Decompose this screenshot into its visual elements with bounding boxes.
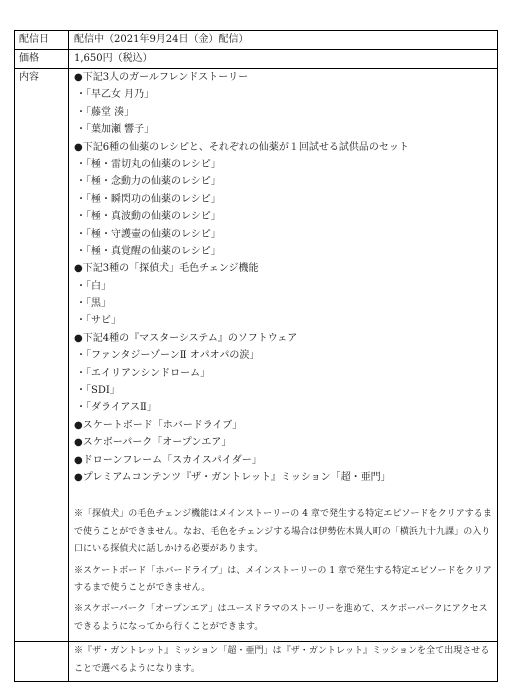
price-label: 価格 bbox=[15, 50, 69, 69]
release-date-label: 配信日 bbox=[15, 31, 69, 50]
price-value: 1,650円（税込） bbox=[69, 50, 498, 69]
list-item: ・「黒」 bbox=[76, 298, 111, 310]
content-heading: ●下記3種の「探偵犬」毛色チェンジ機能 bbox=[74, 263, 259, 275]
list-item: ・「ファンタジーゾーンⅡ オパオパの涙」 bbox=[76, 350, 260, 362]
release-date-value: 配信中（2021年9月24日（金）配信） bbox=[69, 31, 498, 50]
table-row-release-date bbox=[15, 31, 498, 50]
list-item: ・「SDI」 bbox=[76, 385, 120, 397]
product-spec-table bbox=[14, 30, 498, 682]
gauntlet-note-cell bbox=[69, 642, 498, 682]
content-heading: ●スケボーパーク「オープンエア」 bbox=[74, 437, 232, 449]
list-item: ・「極・真覚醒の仙薬のレシピ」 bbox=[76, 245, 221, 257]
list-item: ・「白」 bbox=[76, 280, 111, 292]
note-open-air: ※スケボーパーク「オープンエア」はユースドラマのストーリーを進めて、スケボーパークにアクセスできるようになってから行くことができます。 bbox=[74, 604, 488, 632]
list-item: ・「極・念動力の仙薬のレシピ」 bbox=[76, 176, 221, 188]
table-row-price bbox=[15, 50, 498, 69]
list-item: ・「葉加瀬 響子」 bbox=[76, 124, 155, 136]
list-item: ・「極・真波動の仙薬のレシピ」 bbox=[76, 211, 221, 223]
list-item: ・「極・守護壷の仙薬のレシピ」 bbox=[76, 228, 221, 240]
content-heading: ●スケートボード「ホバードライブ」 bbox=[74, 419, 243, 431]
contents-label: 内容 bbox=[15, 69, 69, 642]
empty-label bbox=[15, 642, 69, 682]
list-item: ・「サビ」 bbox=[76, 315, 121, 327]
table-row-contents bbox=[15, 69, 498, 642]
table-row-gauntlet-note bbox=[15, 642, 498, 682]
spacer bbox=[74, 486, 492, 506]
contents-value bbox=[69, 69, 498, 642]
contents-list bbox=[74, 69, 492, 486]
note-hover-drive: ※スケートボード「ホバードライブ」は、メインストーリーの 1 章で発生する特定エピソードをクリアするまで使うことができません。 bbox=[74, 565, 492, 593]
content-heading: ●プレミアムコンテンツ『ザ・ガントレット』ミッション「超・亜門」 bbox=[74, 471, 391, 483]
list-item: ・「早乙女 月乃」 bbox=[76, 89, 155, 101]
list-item: ・「藤堂 湊」 bbox=[76, 106, 135, 118]
content-heading: ●下記3人のガールフレンドストーリー bbox=[74, 72, 249, 83]
note-gauntlet: ※『ザ・ガントレット』ミッション「超・亜門」は『ザ・ガントレット』ミッションを全て出現させることで選べるようになります。 bbox=[74, 646, 490, 674]
note-detective-dog: ※「探偵犬」の毛色チェンジ機能はメインストーリーの 4 章で発生する特定エピソードをクリアするまで使うことができません。なお、毛色をチェンジする場合は伊勢佐木異人町の「横浜九十九課」の入り口にいる探偵犬に話しかける必要があります。 bbox=[74, 509, 492, 555]
list-item: ・「エイリアンシンドローム」 bbox=[76, 367, 211, 379]
list-item: ・「極・瞬閃功の仙薬のレシピ」 bbox=[76, 193, 221, 205]
list-item: ・「極・雷切丸の仙薬のレシピ」 bbox=[76, 158, 221, 170]
content-heading: ●下記6種の仙薬のレシピと、それぞれの仙薬が１回試せる試供品のセット bbox=[74, 141, 409, 153]
content-heading: ●下記4種の『マスターシステム』のソフトウェア bbox=[74, 332, 298, 344]
list-item: ・「ダライアスⅡ」 bbox=[76, 402, 157, 414]
content-heading: ●ドローンフレーム「スカイスパイダー」 bbox=[74, 454, 262, 466]
